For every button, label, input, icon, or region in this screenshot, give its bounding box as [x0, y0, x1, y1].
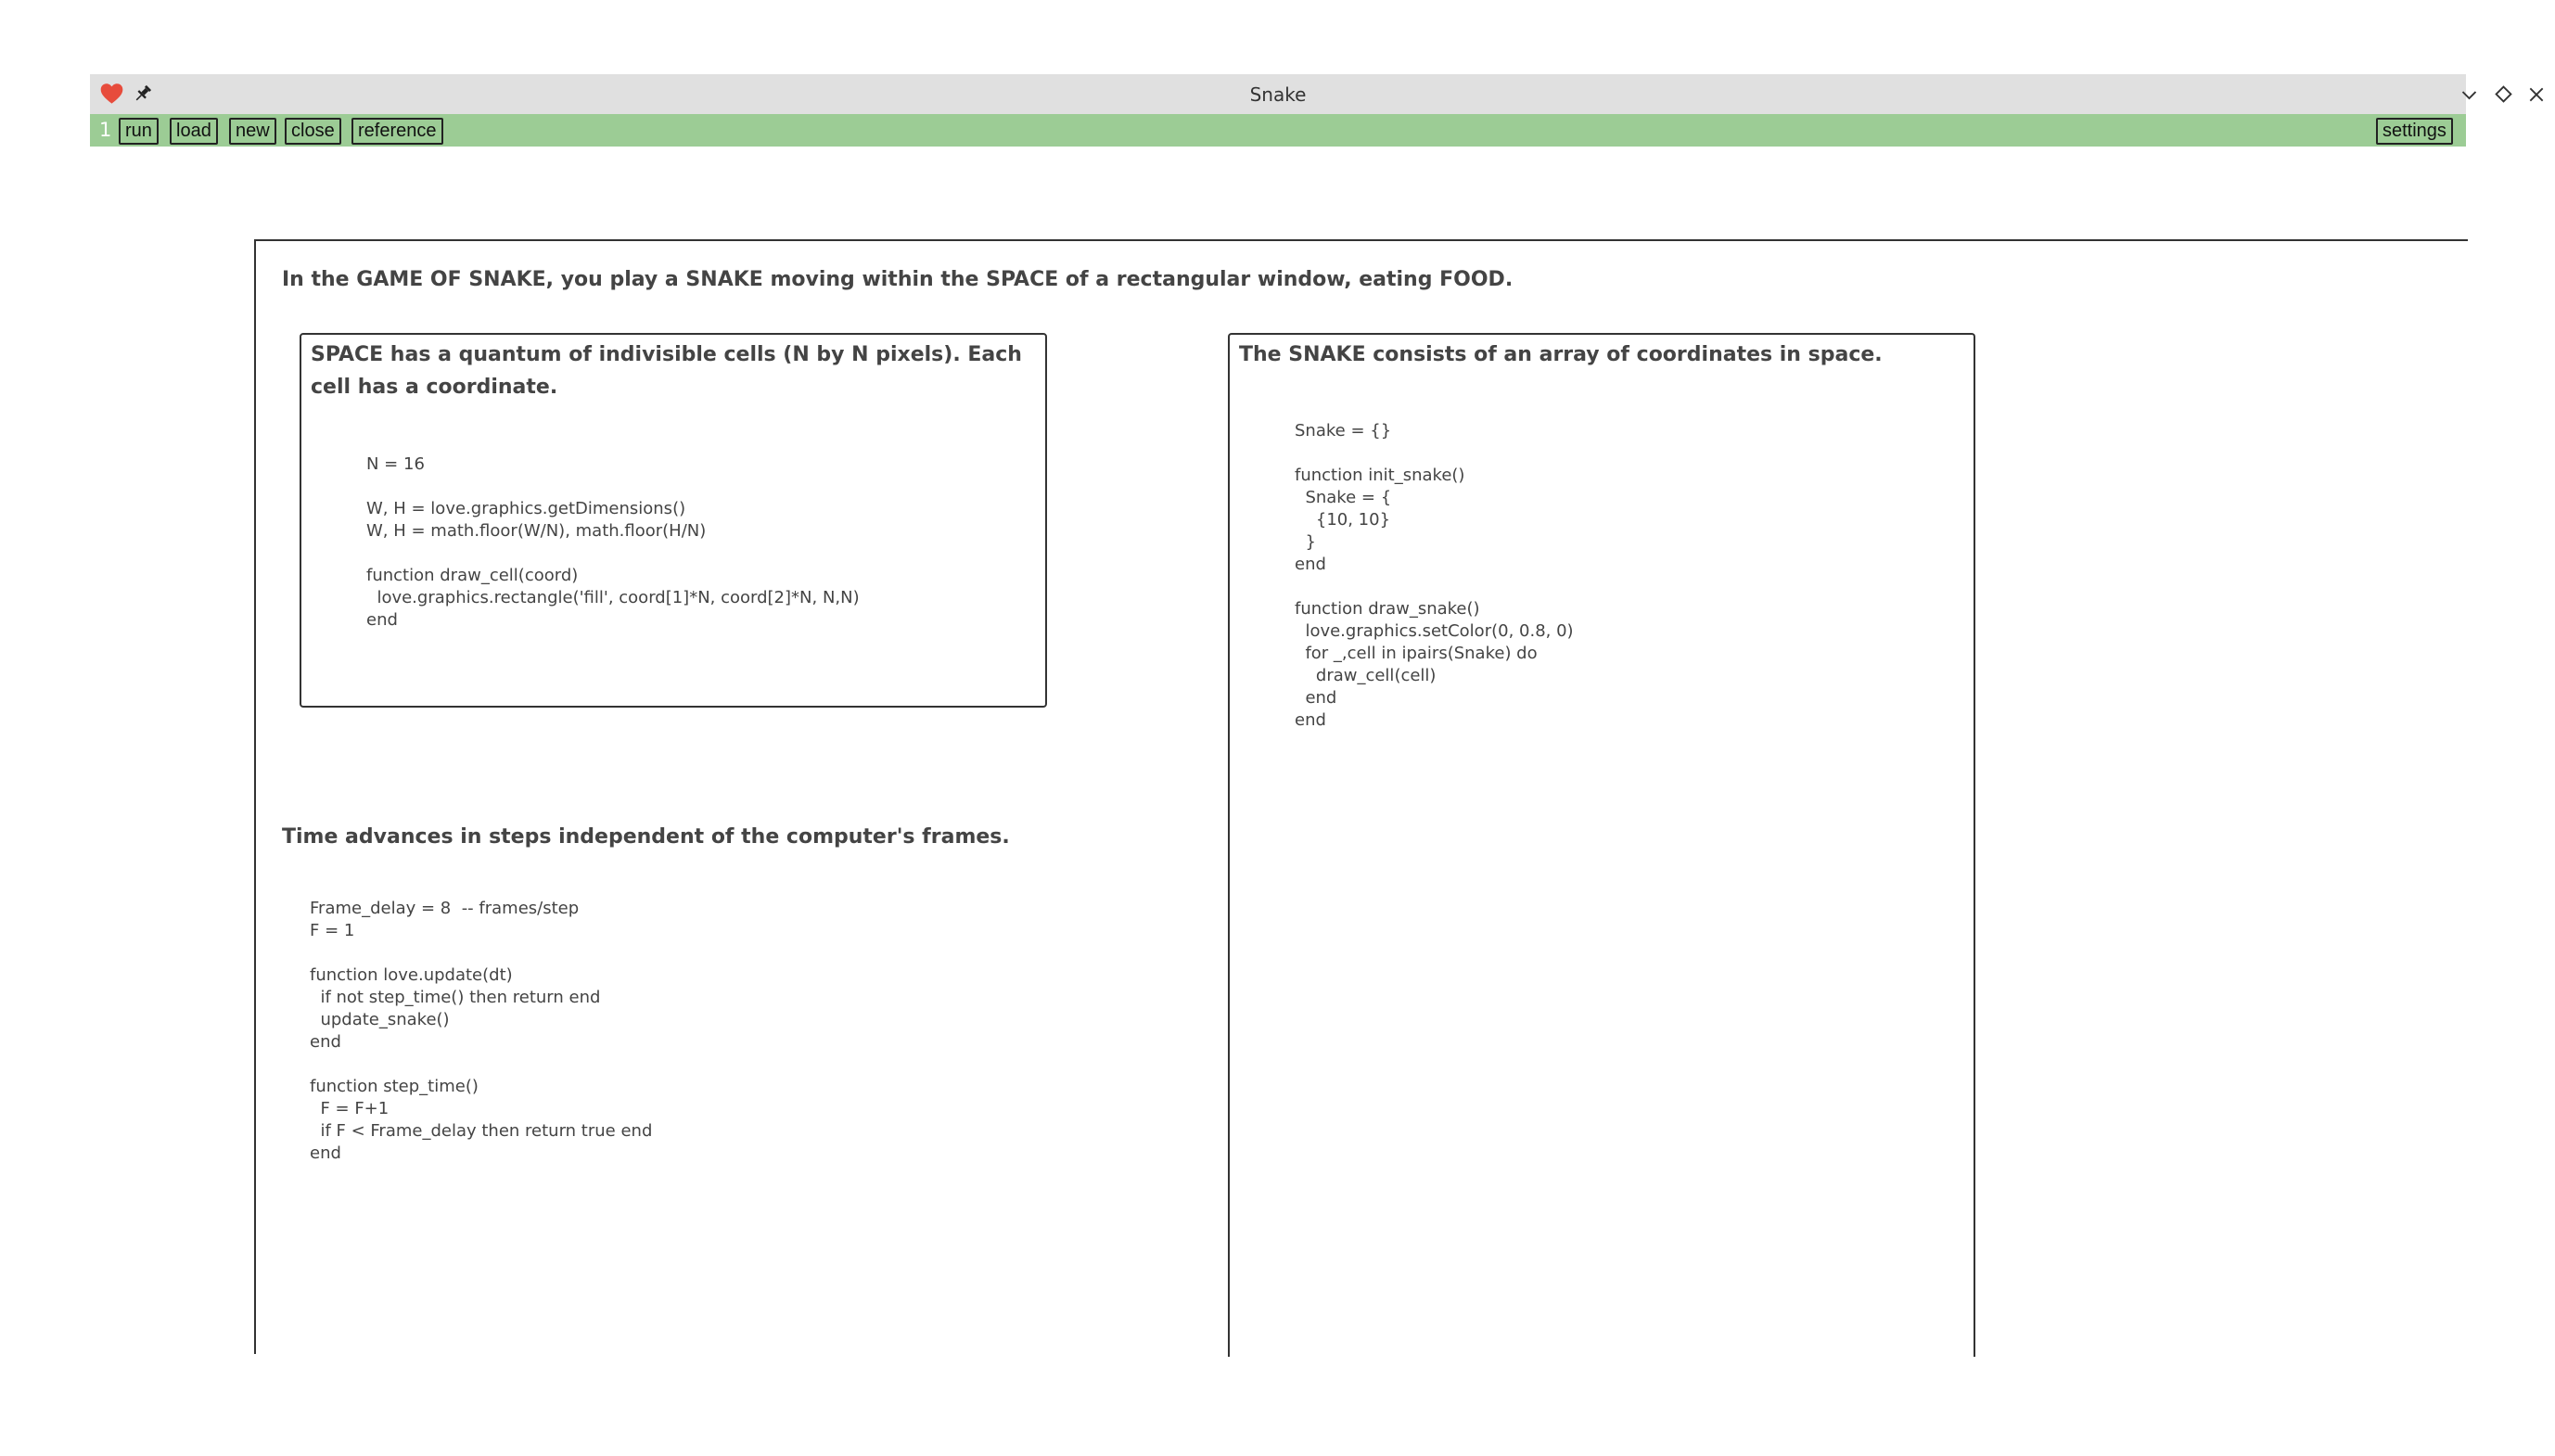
- editor-index: 1: [99, 119, 112, 141]
- space-box[interactable]: [300, 333, 1047, 708]
- close-icon[interactable]: [2527, 85, 2546, 104]
- space-box-code[interactable]: N = 16 W, H = love.graphics.getDimensions() W, H = math.floor(W/N), math.floor(H/N) function draw_cell(coord) love.graphics.rectangle('fill', coord[1]*N, coord[2]*N, N,N) end: [366, 454, 860, 630]
- diamond-icon[interactable]: [2494, 84, 2513, 104]
- close-button[interactable]: close: [285, 118, 341, 145]
- intro-text[interactable]: In the GAME OF SNAKE, you play a SNAKE moving within the SPACE of a rectangular window, eating FOOD.: [282, 268, 1514, 291]
- chevron-down-icon[interactable]: [2459, 85, 2479, 105]
- snake-box-code[interactable]: Snake = {} function init_snake() Snake = { {10, 10} } end function draw_snake() love.graphics.setColor(0, 0.8, 0) for _,cell in ipairs(Snake) do draw_cell(cell) end end: [1295, 421, 1574, 730]
- toolbar: [90, 114, 2466, 147]
- load-button[interactable]: load: [170, 118, 218, 145]
- time-section-text[interactable]: Time advances in steps independent of the computer's frames.: [282, 825, 1010, 849]
- settings-button[interactable]: settings: [2376, 118, 2453, 145]
- space-box-text[interactable]: SPACE has a quantum of indivisible cells (N by N pixels). Each cell has a coordinate.: [311, 343, 1022, 399]
- snake-box[interactable]: [1228, 333, 1975, 1357]
- snake-box-text[interactable]: The SNAKE consists of an array of coordinates in space.: [1239, 343, 1883, 366]
- run-button[interactable]: run: [119, 118, 159, 145]
- reference-button[interactable]: reference: [351, 118, 443, 145]
- new-button[interactable]: new: [229, 118, 276, 145]
- window-title: Snake: [1249, 83, 1307, 106]
- window-titlebar[interactable]: [90, 74, 2466, 114]
- time-section-code[interactable]: Frame_delay = 8 -- frames/step F = 1 function love.update(dt) if not step_time() then return end update_snake() end function step_time() F = F+1 if F < Frame_delay then return true end end: [310, 899, 653, 1163]
